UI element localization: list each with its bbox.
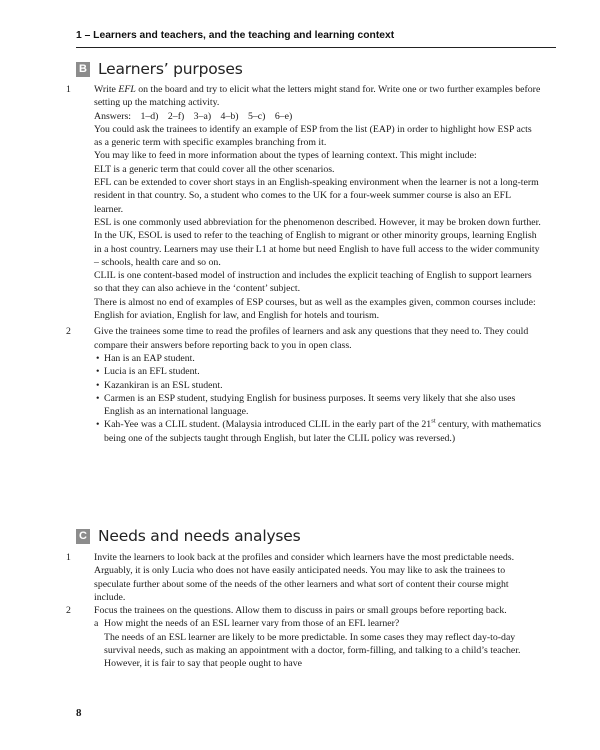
section-c-title: Needs and needs analyses xyxy=(98,527,301,545)
paragraph: ELT is a generic term that could cover all the other scenarios. xyxy=(94,163,335,175)
answers-line xyxy=(94,110,542,123)
b-item-2-number: 2 xyxy=(66,326,71,338)
answer: 1–d) xyxy=(140,110,159,122)
list-item: • Carmen is an ESP student, studying English for business purposes. It seems very likely that she also uses English as an international language. xyxy=(96,392,516,418)
page-number: 8 xyxy=(76,707,82,719)
paragraph: EFL can be extended to cover short stays in an English-speaking environment when the learner is not a long-term resident in that country. So, a student who comes to the UK for a four-week summer course is also an EFL learner. xyxy=(94,177,539,215)
answer: 5–c) xyxy=(247,110,266,122)
list-item: • Kazankiran is an ESL student. xyxy=(96,379,223,391)
answer: 2–f) xyxy=(167,110,185,122)
section-b-body xyxy=(66,83,542,445)
efl-abbreviation: EFL xyxy=(118,84,136,95)
sub-item-answer: The needs of an ESL learner are likely to be more predictable. In some cases they may reflect day-to-day survival needs, such as making an appointment with a doctor, form-filling, and talking to a child’s teacher. However, it is fair to say that people ought to have xyxy=(104,631,521,670)
list-item: • Han is an EAP student. xyxy=(96,352,195,364)
section-b-heading xyxy=(76,58,243,80)
running-header: 1 – Learners and teachers, and the teaching and learning context xyxy=(76,30,395,41)
section-c-heading xyxy=(76,525,301,547)
paragraph: ESL is one commonly used abbreviation for the phenomenon described. However, it may be broken down further. In the UK, ESOL is used to refer to the teaching of English to migrant or other minority groups, learning English in a host country. Learners may use their L1 at home but need English to have full access to the wider community – schools, health care and so on. xyxy=(94,216,541,268)
c-item-1-text: Invite the learners to look back at the profiles and consider which learners have the most predictable needs. Arguably, it is only Lucia who does not have easily anticipated needs. You may like to ask the trainees to speculate further about some of the needs of the other learners and what sort of content their course might include. xyxy=(94,552,515,603)
section-c-body xyxy=(66,551,542,671)
b-item-1 xyxy=(66,83,542,322)
c-item-2-number: 2 xyxy=(66,605,71,617)
paragraph: You may like to feed in more information about the types of learning context. This might include: xyxy=(94,150,477,162)
bullet-icon: • xyxy=(96,366,100,378)
paragraph: You could ask the trainees to identify an example of ESP from the list (EAP) in order to highlight how ESP acts as a generic term with specific examples branching from it. xyxy=(94,123,532,149)
c-item-2 xyxy=(66,604,542,617)
b-item-2-text: Give the trainees some time to read the profiles of learners and ask any questions that they need to. They could compare their answers before reporting back to you in open class. xyxy=(94,326,529,351)
answer: 4–b) xyxy=(220,110,239,122)
list-item: • Kah-Yee was a CLIL student. (Malaysia introduced CLIL in the early part of the 21st century, with mathematics being one of the subjects taught through English, but later the CLIL policy was reversed.) xyxy=(96,418,542,444)
paragraph: CLIL is one content-based model of instruction and includes the explicit teaching of English to support learners so that they can also achieve in the ‘content’ subject. xyxy=(94,270,532,295)
c-item-1 xyxy=(66,551,542,604)
bullet-icon: • xyxy=(96,352,100,364)
answer: 6–e) xyxy=(274,110,293,122)
bullet-icon: • xyxy=(96,379,100,391)
header-rule xyxy=(76,47,556,48)
c-item-2-text: Focus the trainees on the questions. Allow them to discuss in pairs or small groups before reporting back. xyxy=(94,605,507,617)
list-item: • Lucia is an EFL student. xyxy=(96,366,200,378)
answer: 3–a) xyxy=(193,110,212,122)
sub-item-a xyxy=(80,617,542,670)
b-item-2 xyxy=(66,325,542,352)
b-item-1-intro: Write EFL on the board and try to elicit what the letters might stand for. Write one or two further examples before setting up the matching activity. xyxy=(94,84,541,109)
section-letter-b: B xyxy=(76,62,90,77)
sub-item-letter: a xyxy=(94,618,99,630)
paragraph: There is almost no end of examples of ESP courses, but as well as the examples given, common courses include: English for aviation, English for law, and English for hotels and tourism. xyxy=(94,296,536,322)
b-item-1-number: 1 xyxy=(66,84,71,95)
section-b-title: Learners’ purposes xyxy=(98,60,243,78)
bullet-icon: • xyxy=(96,419,100,431)
sub-item-question: How might the needs of an ESL learner vary from those of an EFL learner? xyxy=(104,618,400,630)
bullet-icon: • xyxy=(96,392,100,404)
answers-label: Answers: xyxy=(94,110,132,122)
c-item-1-number: 1 xyxy=(66,552,71,563)
section-letter-c: C xyxy=(76,529,90,544)
